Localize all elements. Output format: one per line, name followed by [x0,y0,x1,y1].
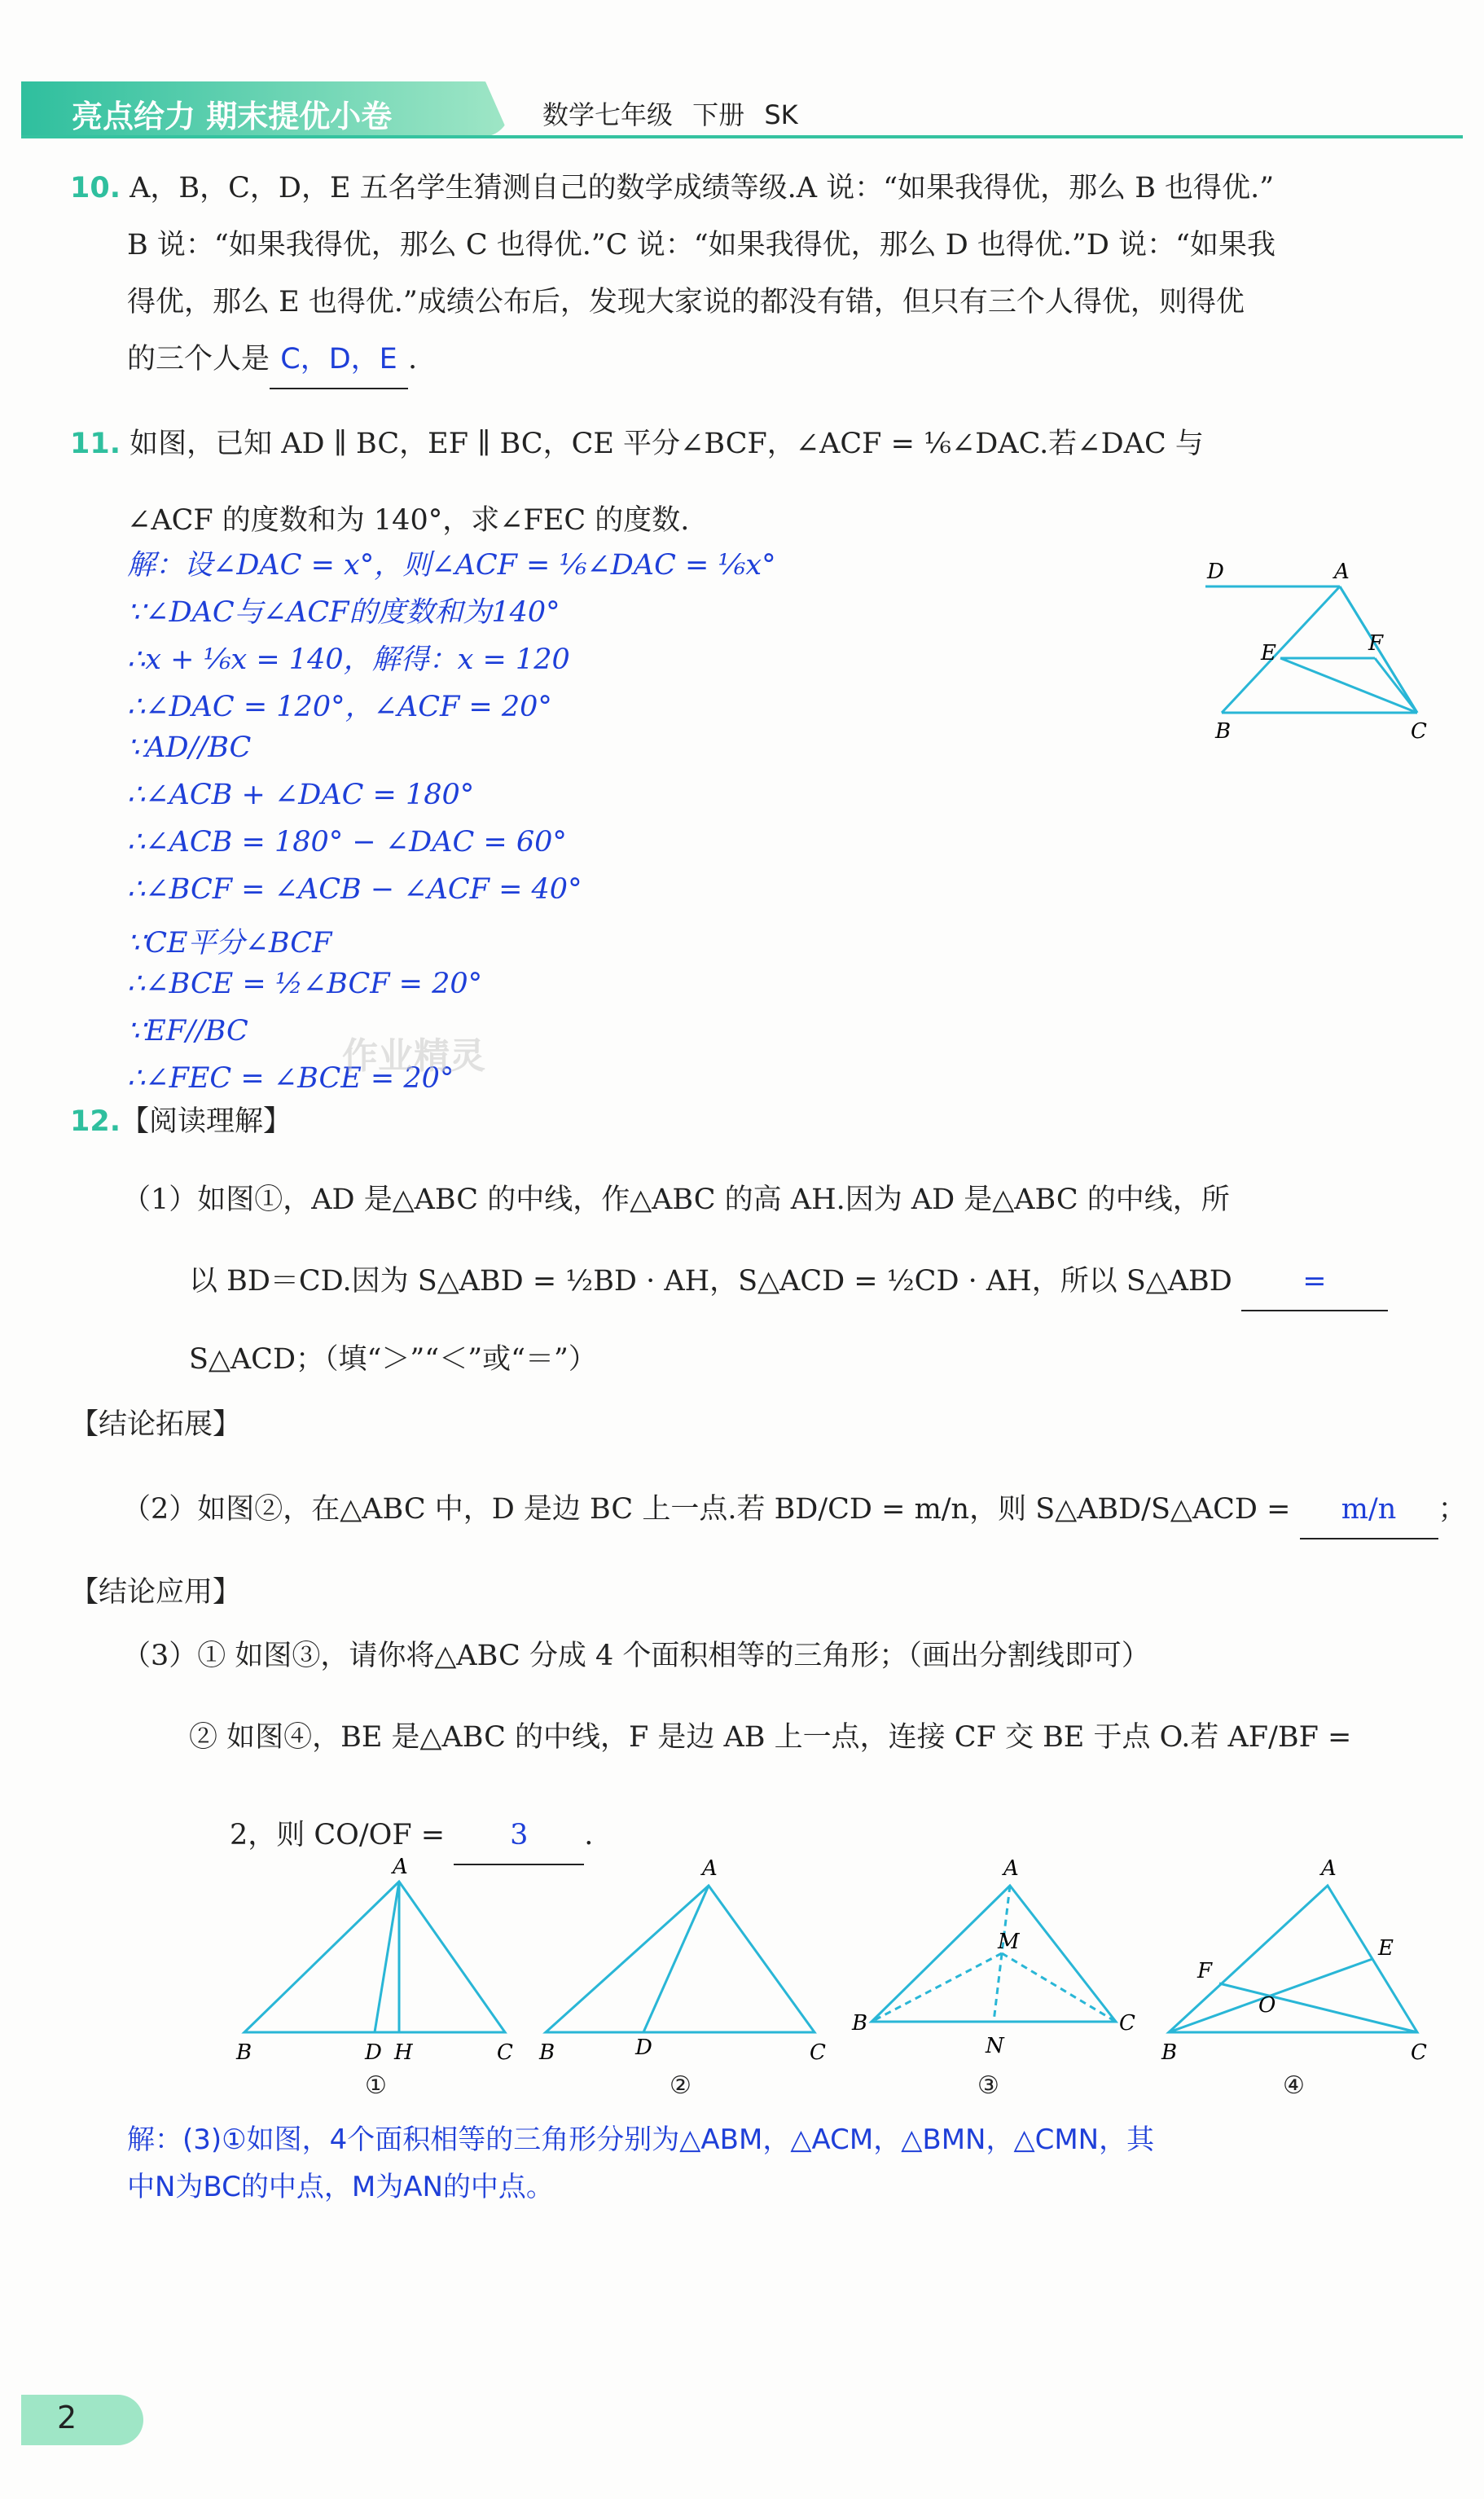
solution-line: ∴∠BCF = ∠ACB − ∠ACF = 40° [127,873,582,906]
fig2-label: C [810,2040,826,2065]
section-extension: 【结论拓展】 [70,1408,242,1441]
question-number: 11. [70,428,121,460]
solution-line: ∵EF//BC [127,1015,248,1047]
q12-p1-line-3: S△ACD；（填“＞”“＜”或“＝”） [189,1343,597,1376]
header-rule [21,135,1463,138]
fig1-label: D [365,2040,382,2065]
q12-p3-2: ② 如图④，BE 是△ABC 的中线，F 是边 AB 上一点，连接 CF 交 BE 于点 O.若 AF/BF = [189,1721,1352,1754]
fig-caption: ④ [1283,2071,1305,2100]
q12-p1-answer: = [1241,1253,1388,1311]
q12-p2-end: ； [1438,1493,1467,1526]
solution-line: ∵∠DAC与∠ACF的度数和为140° [127,596,560,629]
q12-p2: （2）如图②，在△ABC 中，D 是边 BC 上一点.若 BD/CD = m/n，则 S△ABD/S△ACD = [122,1493,1291,1526]
solution-line: 解：设∠DAC = x°，则∠ACF = ¹⁄₆∠DAC = ¹⁄₆x° [127,549,776,582]
fig2-label: A [702,1856,718,1881]
question-12 [70,1093,1467,1865]
fig1-label: B [236,2040,252,2065]
fig2-label: D [635,2036,652,2060]
q10-period: . [408,343,418,376]
watermark: 作业精灵 [342,1035,485,1077]
fig3-label: A [1003,1856,1019,1881]
solution-line: 中N为BC的中点，M为AN的中点。 [127,2171,554,2203]
fig1-label: H [394,2040,413,2065]
fig-caption: ③ [977,2071,999,2100]
fig-label: A [1334,560,1350,584]
q11-line-1: 如图，已知 AD ∥ BC，EF ∥ BC，CE 平分∠BCF，∠ACF = ¹⁄₆∠DAC.若∠DAC 与 [130,428,1204,460]
solution-line: ∴x + ¹⁄₆x = 140，解得：x = 120 [127,643,570,676]
fig-label: C [1411,719,1427,744]
page-header [21,81,1463,138]
fig3-label: C [1119,2011,1135,2036]
q10-line-3: 得优，那么 E 也得优.”成绩公布后，发现大家说的都没有错，但只有三个人得优，则得优 [127,286,1245,318]
q12-p1-line-1: （1）如图①，AD 是△ABC 的中线，作△ABC 的高 AH.因为 AD 是△ABC 的中线，所 [122,1184,1230,1216]
fig-caption: ① [365,2071,387,2100]
solution-line: ∴∠DAC = 120°，∠ACF = 20° [127,691,552,723]
fig3-label: M [998,1930,1020,1954]
fig4-label: C [1411,2040,1427,2065]
question-11 [70,415,1455,549]
q11-line-2: ∠ACF 的度数和为 140°，求∠FEC 的度数. [127,504,690,537]
fig2-label: B [539,2040,555,2065]
fig-label: F [1368,631,1384,656]
q12-p3-1: （3）① 如图③，请你将△ABC 分成 4 个面积相等的三角形；（画出分割线即可） [122,1640,1150,1672]
page-number: 2 [57,2400,77,2435]
q12-p3-answer: 3 [454,1807,584,1865]
q12-p1-line-2: 以 BD＝CD.因为 S△ABD = ½BD · AH，S△ACD = ½CD · AH，所以 S△ABD [189,1265,1232,1298]
q12-p2-answer: m/n [1300,1481,1438,1539]
q12-figures [220,1849,1466,2110]
fig4-label: O [1258,1993,1276,2018]
solution-line: 解：(3)①如图，4个面积相等的三角形分别为△ABM，△ACM，△BMN，△CMN，其 [127,2123,1155,2156]
fig-label: D [1207,560,1224,584]
question-number: 12. [70,1105,121,1138]
page-number-tab [21,2395,143,2445]
fig4-label: B [1161,2040,1178,2065]
header-title: 亮点给力 期末提优小卷 [72,99,393,134]
q10-line-4: 的三个人是 [127,343,270,376]
q10-line-2: B 说：“如果我得优，那么 C 也得优.”C 说：“如果我得优，那么 D 也得优.”D 说：“如果我 [127,229,1276,261]
q12-solution [127,2116,1154,2211]
question-number: 10. [70,172,121,204]
q12-p3-end: . [584,1819,594,1851]
solution-line: ∵AD//BC [127,731,252,764]
q12-p3-3: 2，则 CO/OF = [230,1819,446,1851]
fig4-label: A [1321,1856,1337,1881]
fig3-label: B [852,2011,868,2036]
fig-label: B [1215,719,1232,744]
question-10 [70,160,1455,389]
section-reading: 【阅读理解】 [121,1105,292,1138]
fig1-label: C [497,2040,513,2065]
solution-line: ∴∠ACB = 180° − ∠DAC = 60° [127,826,567,859]
solution-line: ∵CE平分∠BCF [127,927,332,960]
fig1-label: A [393,1855,408,1879]
solution-line: ∴∠FEC = ∠BCE = 20° [127,1062,454,1095]
fig4-label: E [1378,1936,1394,1961]
q11-figure [1197,554,1442,749]
fig3-label: N [986,2034,1004,2058]
q10-answer: C，D，E [270,331,408,389]
fig-label: E [1261,641,1276,665]
solution-line: ∴∠ACB + ∠DAC = 180° [127,779,475,811]
fig-caption: ② [670,2071,692,2100]
section-application: 【结论应用】 [70,1576,242,1609]
solution-line: ∴∠BCE = ½∠BCF = 20° [127,968,483,1000]
q10-line-1: A，B，C，D，E 五名学生猜测自己的数学成绩等级.A 说：“如果我得优，那么 B 也得优.” [130,172,1275,204]
header-subtitle: 数学七年级 下册 SK [542,99,798,130]
fig4-label: F [1197,1959,1213,1983]
